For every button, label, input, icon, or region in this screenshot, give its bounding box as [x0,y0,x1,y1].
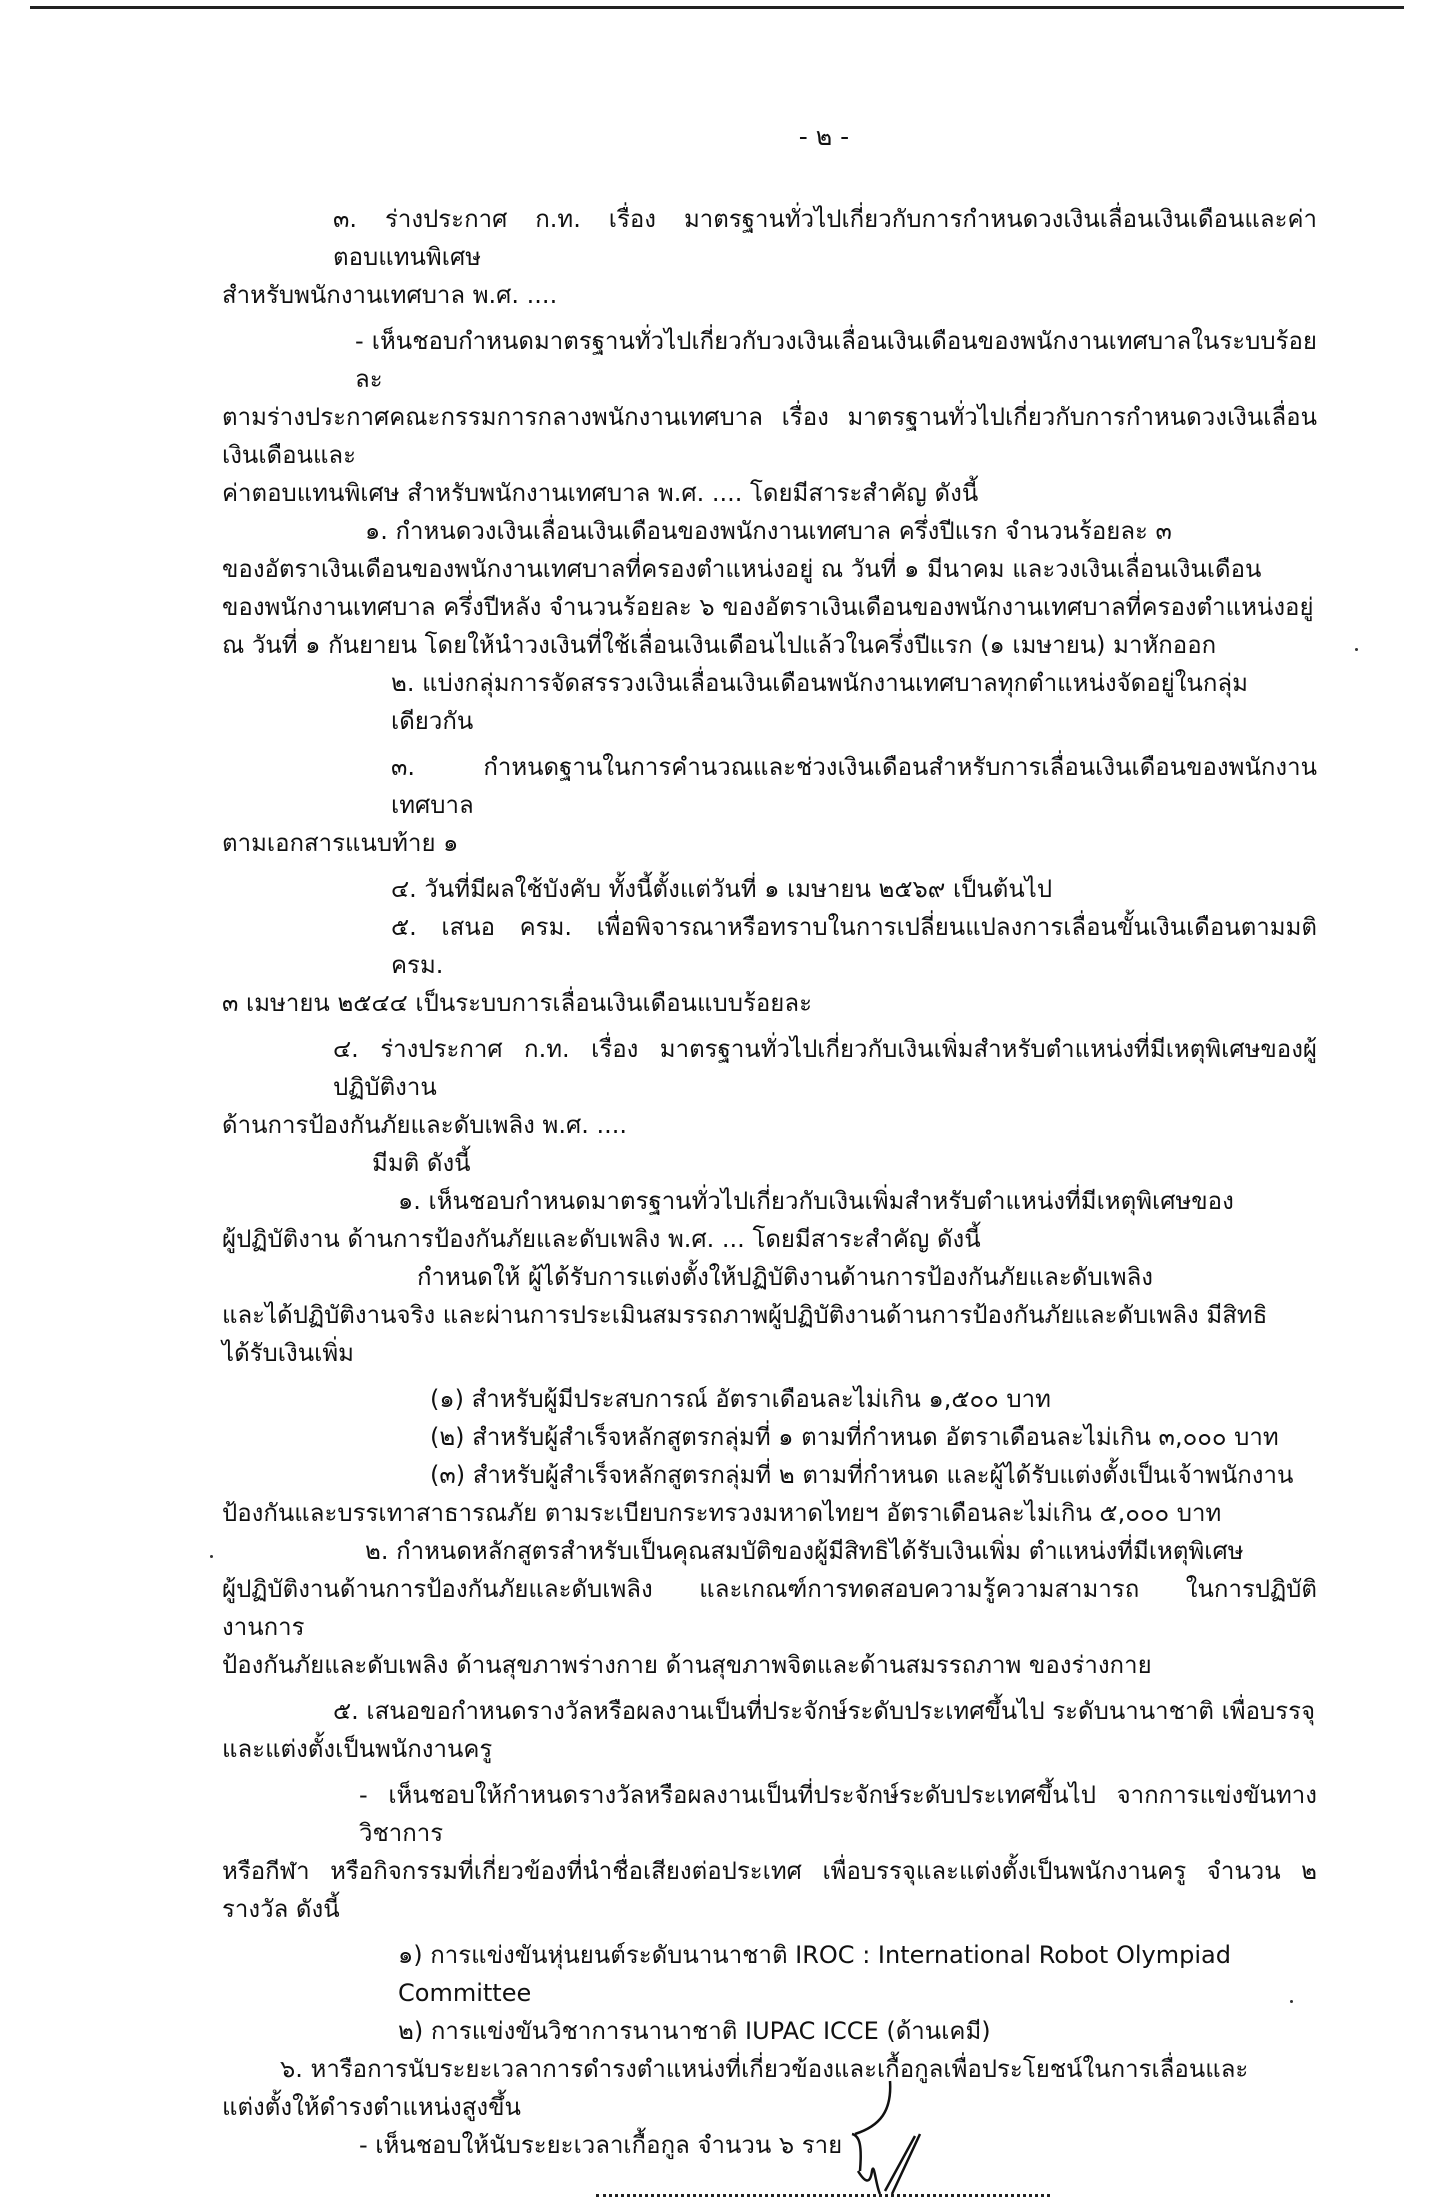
text-line: และแต่งตั้งเป็นพนักงานครู [222,1735,493,1763]
resolution-line: - เห็นชอบให้นับระยะเวลาเกื้อกูล จำนวน ๖ ราย [359,2131,843,2159]
scan-speck [1355,648,1358,651]
page-number: - ๒ - [798,122,850,151]
text-line: และได้ปฏิบัติงานจริง และผ่านการประเมินสมรรถภาพผู้ปฏิบัติงานด้านการป้องกันภัยและดับเพลิง มีสิทธิ [222,1301,1268,1329]
item-4-heading: ๔. ร่างประกาศ ก.ท. เรื่อง มาตรฐานทั่วไปเกี่ยวกับเงินเพิ่มสำหรับตำแหน่งที่มีเหตุพิเศษของผู้ปฏิบัติงาน [333,1035,1317,1101]
allowance-item: (๓) สำหรับผู้สำเร็จหลักสูตรกลุ่มที่ ๒ ตามที่กำหนด และผู้ได้รับแต่งตั้งเป็นเจ้าพนักงาน [430,1461,1294,1489]
text-line: ของพนักงานเทศบาล ครึ่งปีหลัง จำนวนร้อยละ ๖ ของอัตราเงินเดือนของพนักงานเทศบาลที่ครองตำแหน่งอยู่ [222,593,1314,621]
text-line: ผู้ปฏิบัติงาน ด้านการป้องกันภัยและดับเพลิง พ.ศ. ... โดยมีสาระสำคัญ ดังนี้ [222,1225,981,1253]
end-of-document-dotted-line [596,2194,1050,2197]
subitem-line: ๒. กำหนดหลักสูตรสำหรับเป็นคุณสมบัติของผู้มีสิทธิได้รับเงินเพิ่ม ตำแหน่งที่มีเหตุพิเศษ [365,1537,1244,1565]
text-line: ได้รับเงินเพิ่ม [222,1339,354,1367]
text-line: สำหรับพนักงานเทศบาล พ.ศ. .... [222,281,558,309]
subitem-line: ๔. วันที่มีผลใช้บังคับ ทั้งนี้ตั้งแต่วันที่ ๑ เมษายน ๒๕๖๙ เป็นต้นไป [391,875,1053,903]
scan-border-line [30,6,1404,9]
scan-speck [210,1555,213,1558]
document-body [222,200,1317,2197]
text-line: ของอัตราเงินเดือนของพนักงานเทศบาลที่ครองตำแหน่งอยู่ ณ วันที่ ๑ มีนาคม และวงเงินเลื่อนเงินเดือน [222,555,1262,583]
text-line: ตามเอกสารแนบท้าย ๑ [222,829,459,857]
subitem-line: ๑. กำหนดวงเงินเลื่อนเงินเดือนของพนักงานเทศบาล ครึ่งปีแรก จำนวนร้อยละ ๓ [365,517,1172,545]
text-line: ค่าตอบแทนพิเศษ สำหรับพนักงานเทศบาล พ.ศ. .... โดยมีสาระสำคัญ ดังนี้ [222,479,979,507]
resolution-label: มีมติ ดังนี้ [372,1149,471,1177]
award-item: ๒) การแข่งขันวิชาการนานาชาติ IUPAC ICCE (ด้านเคมี) [398,2017,991,2045]
item-5-heading: ๕. เสนอขอกำหนดรางวัลหรือผลงานเป็นที่ประจักษ์ระดับประเทศขึ้นไป ระดับนานาชาติ เพื่อบรรจุ [333,1697,1316,1725]
text-line: ป้องกันและบรรเทาสาธารณภัย ตามระเบียบกระทรวงมหาดไทยฯ อัตราเดือนละไม่เกิน ๕,๐๐๐ บาท [222,1499,1222,1527]
award-item: ๑) การแข่งขันหุ่นยนต์ระดับนานาชาติ IROC : International Robot Olympiad Committee [398,1941,1231,2007]
text-line: กำหนดให้ ผู้ได้รับการแต่งตั้งให้ปฏิบัติงานด้านการป้องกันภัยและดับเพลิง [417,1263,1154,1291]
subitem-line: ๑. เห็นชอบกำหนดมาตรฐานทั่วไปเกี่ยวกับเงินเพิ่มสำหรับตำแหน่งที่มีเหตุพิเศษของ [398,1187,1234,1215]
text-line: แต่งตั้งให้ดำรงตำแหน่งสูงขึ้น [222,2093,521,2121]
item-3-heading: ๓. ร่างประกาศ ก.ท. เรื่อง มาตรฐานทั่วไปเกี่ยวกับการกำหนดวงเงินเลื่อนเงินเดือนและค่าตอบแทนพิเศษ [333,205,1317,271]
subitem-line: ๓. กำหนดฐานในการคำนวณและช่วงเงินเดือนสำหรับการเลื่อนเงินเดือนของพนักงานเทศบาล [391,753,1317,819]
text-line: ณ วันที่ ๑ กันยายน โดยให้นำวงเงินที่ใช้เลื่อนเงินเดือนไปแล้วในครึ่งปีแรก (๑ เมษายน) มาหักออก [222,631,1217,659]
text-line: ตามร่างประกาศคณะกรรมการกลางพนักงานเทศบาล เรื่อง มาตรฐานทั่วไปเกี่ยวกับการกำหนดวงเงินเลื่อนเงินเดือนและ [222,403,1317,469]
resolution-line: - เห็นชอบกำหนดมาตรฐานทั่วไปเกี่ยวกับวงเงินเลื่อนเงินเดือนของพนักงานเทศบาลในระบบร้อยละ [355,327,1317,393]
subitem-line: ๕. เสนอ ครม. เพื่อพิจารณาหรือทราบในการเปลี่ยนแปลงการเลื่อนขั้นเงินเดือนตามมติ ครม. [391,913,1317,979]
text-line: ๓ เมษายน ๒๕๔๔ เป็นระบบการเลื่อนเงินเดือนแบบร้อยละ [222,989,812,1017]
scan-speck [1290,2000,1293,2003]
resolution-line: - เห็นชอบให้กำหนดรางวัลหรือผลงานเป็นที่ประจักษ์ระดับประเทศขึ้นไป จากการแข่งขันทางวิชาการ [359,1781,1317,1847]
item-6-heading: ๖. หารือการนับระยะเวลาการดำรงตำแหน่งที่เกี่ยวข้องและเกื้อกูลเพื่อประโยชน์ในการเลื่อนและ [280,2055,1249,2083]
allowance-item: (๑) สำหรับผู้มีประสบการณ์ อัตราเดือนละไม่เกิน ๑,๕๐๐ บาท [430,1385,1051,1413]
text-line: ป้องกันภัยและดับเพลิง ด้านสุขภาพร่างกาย ด้านสุขภาพจิตและด้านสมรรถภาพ ของร่างกาย [222,1651,1152,1679]
text-line: ผู้ปฏิบัติงานด้านการป้องกันภัยและดับเพลิง และเกณฑ์การทดสอบความรู้ความสามารถ ในการปฏิบัติงานการ [222,1575,1317,1641]
text-line: หรือกีฬา หรือกิจกรรมที่เกี่ยวข้องที่นำชื่อเสียงต่อประเทศ เพื่อบรรจุและแต่งตั้งเป็นพนักงานครู จำนวน ๒ รางวัล ดังนี้ [222,1857,1317,1923]
subitem-line: ๒. แบ่งกลุ่มการจัดสรรวงเงินเลื่อนเงินเดือนพนักงานเทศบาลทุกตำแหน่งจัดอยู่ในกลุ่มเดียวกัน [391,669,1248,735]
text-line: ด้านการป้องกันภัยและดับเพลิง พ.ศ. .... [222,1111,627,1139]
allowance-item: (๒) สำหรับผู้สำเร็จหลักสูตรกลุ่มที่ ๑ ตามที่กำหนด อัตราเดือนละไม่เกิน ๓,๐๐๐ บาท [430,1423,1279,1451]
last-resolution-block [222,2126,1317,2164]
